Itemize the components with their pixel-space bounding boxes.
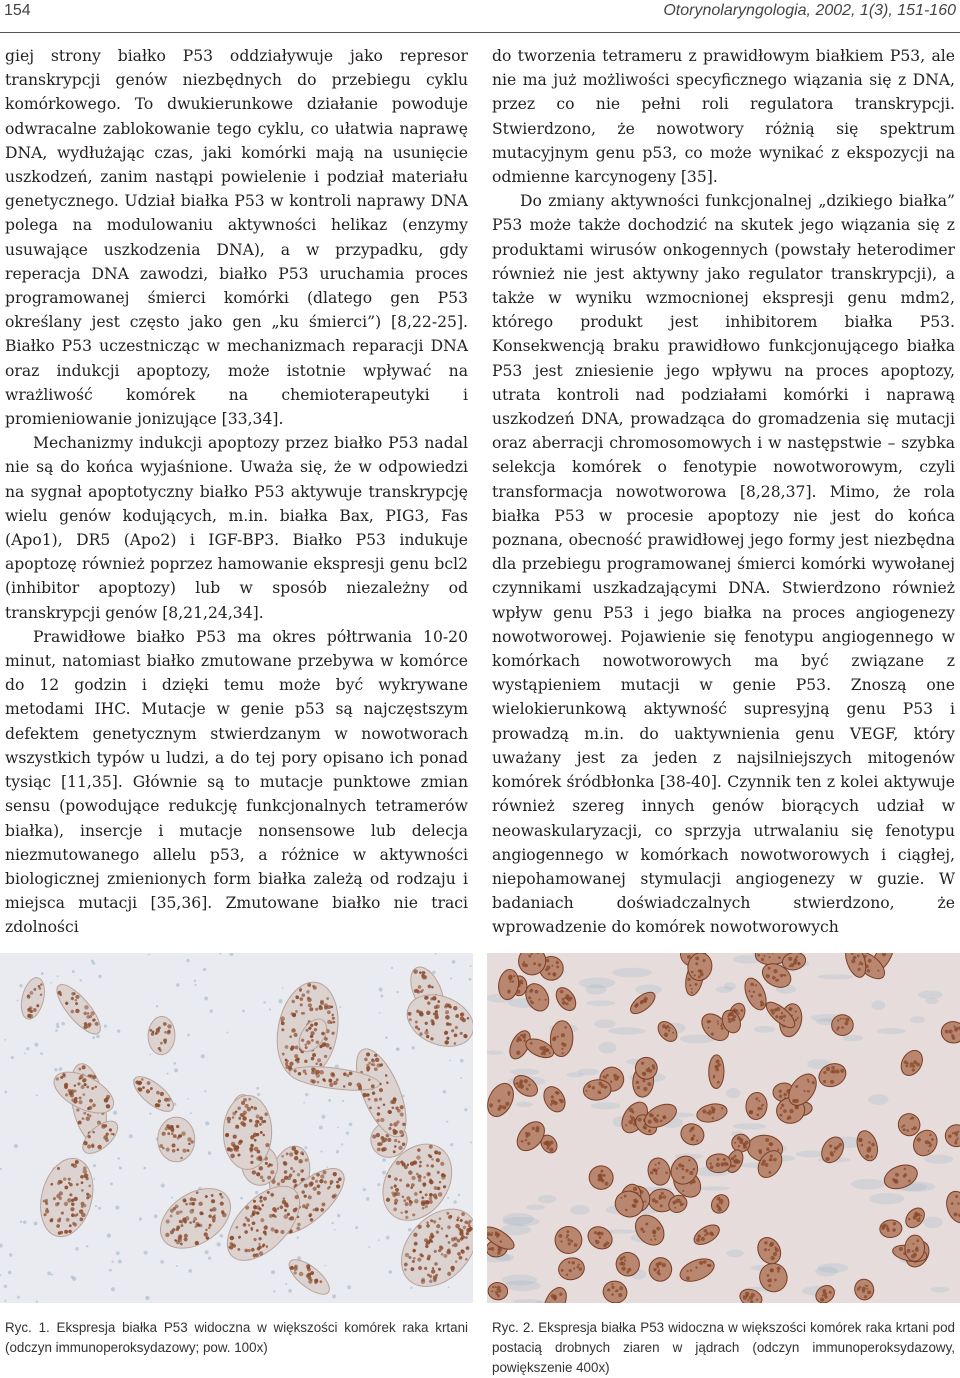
right-paragraph-1: do tworzenia tetrameru z prawidłowym białkiem P53, ale nie ma już możliwości specyficznego wiązania się z DNA, przez co nie pełni roli regulatora transkrypcji. Stwierdzono, że nowotwory różnią się spektrum mutacyjnym genu p53, co może wynikać z ekspozycji na odmienne karcynogeny [35]. [492,44,955,189]
micrograph-high-magnification [487,953,960,1303]
figure-2-micrograph [487,953,960,1303]
figure-2-caption: Ryc. 2. Ekspresja białka P53 widoczna w większości komórek raka krtani pod postacią drobnych ziaren w jądrach (odczyn immunoperoksydazowy, powiększenie 400x) [492,1318,955,1378]
page-number: 154 [4,2,31,20]
figure-1-caption: Ryc. 1. Ekspresja białka P53 widoczna w większości komórek raka krtani (odczyn immunoperoksydazowy; pow. 100x) [5,1318,468,1358]
page-header [0,0,960,33]
figure-1-micrograph [0,953,473,1303]
journal-citation: Otorynolaryngologia, 2002, 1(3), 151-160 [663,2,956,20]
micrograph-low-magnification [0,953,473,1303]
right-column [492,44,955,940]
left-paragraph-1: giej strony białko P53 oddziaływuje jako represor transkrypcji genów niezbędnych do przebiegu cyklu komórkowego. To dwukierunkowe działanie powoduje odwracalne zablokowanie tego cyklu, co ułatwia naprawę DNA, wydłużając czas, jaki komórki mają na usunięcie uszkodzeń, zanim nastąpi powielenie i podział materiału genetycznego. Udział białka P53 w kontroli naprawy DNA polega na modulowaniu aktywności helikaz (enzymy usuwające uszkodzenia DNA), a w przypadku, gdy reperacja DNA zawodzi, białko P53 uruchamia proces programowanej śmierci komórki (dlatego gen P53 określany jest często jako gen „ku śmierci”) [8,22-25]. Białko P53 uczestnicząc w mechanizmach reparacji DNA oraz indukcji apoptozy, może istotnie wpływać na wrażliwość komórek na chemioterapeutyki i promieniowanie jonizujące [33,34]. [5,44,468,431]
left-paragraph-3: Prawidłowe białko P53 ma okres półtrwania 10-20 minut, natomiast białko zmutowane przebywa w komórce do 12 godzin i dzięki temu może być wykrywane metodami IHC. Mutacje w genie p53 są najczęstszym defektem genetycznym stwierdzanym w nowotworach wszystkich typów u ludzi, a do tej pory opisano ich ponad tysiąc [11,35]. Głównie są to mutacje punktowe zmian sensu (powodujące redukcję funkcjonalnych tetramerów białka), insercje i mutacje nonsensowe lub delecja niezmutowanego allelu p53, a różnice w aktywności biologicznej zmienionych form białka zależą od rodzaju i miejsca mutacji [35,36]. Zmutowane białko nie traci zdolności [5,625,468,940]
left-column [5,44,468,940]
left-paragraph-2: Mechanizmy indukcji apoptozy przez białko P53 nadal nie są do końca wyjaśnione. Uważa się, że w odpowiedzi na sygnał apoptotyczny białko P53 aktywuje transkrypcję wielu genów kodujących, m.in. białka Bax, PIG3, Fas (Apo1), DR5 (Apo2) i IGF-BP3. Białko P53 indukuje apoptozę również poprzez hamowanie ekspresji genu bcl2 (inhibitor apoptozy) lub w sposób niezależny od transkrypcji genów [8,21,24,34]. [5,431,468,625]
right-paragraph-2: Do zmiany aktywności funkcjonalnej „dzikiego białka” P53 może także dochodzić na skutek jego wiązania się z produktami wirusów onkogennych (powstały heterodimer również nie jest aktywny jako regulator transkrypcji), a także w wyniku wzmocnionej ekspresji genu mdm2, którego produkt jest inhibitorem białka P53. Konsekwencją braku prawidłowo funkcjonującego białka P53 jest zniesienie jego wpływu na proces apoptozy, utrata kontroli nad podziałami komórki i naprawą uszkodzeń DNA, prowadząca do gromadzenia się mutacji oraz aberracji chromosomowych i w następstwie – szybka selekcja komórek o fenotypie nowotworowym, czyli transformacja nowotworowa [8,28,37]. Mimo, że rola białka P53 w procesie apoptozy nie jest do końca poznana, obecność prawidłowej jego formy jest niezbędna dla przebiegu programowanej śmierci komórki wywołanej czynnikami uszkadzającymi DNA. Stwierdzono również wpływ genu P53 i jego białka na proces angiogenezy nowotworowej. Pojawienie się fenotypu angiogennego w komórkach nowotworowych ma być związane z wystąpieniem mutacji w genie P53. Znoszą one wielokierunkową aktywność supresyjną genu P53 i prowadzą m.in. do uaktywnienia genu VEGF, który uważany jest za jeden z najsilniejszych mitogenów komórek śródbłonka [38-40]. Czynnik ten z kolei aktywuje również szereg innych genów biorących udział w neowaskularyzacji, co sprzyja utrwalaniu się fenotypu angiogennego w komórkach nowotworowych i ciągłej, niepohamowanej stymulacji angiogenezy w guzie. W badaniach doświadczalnych stwierdzono, że wprowadzenie do komórek nowotworowych [492,189,955,939]
